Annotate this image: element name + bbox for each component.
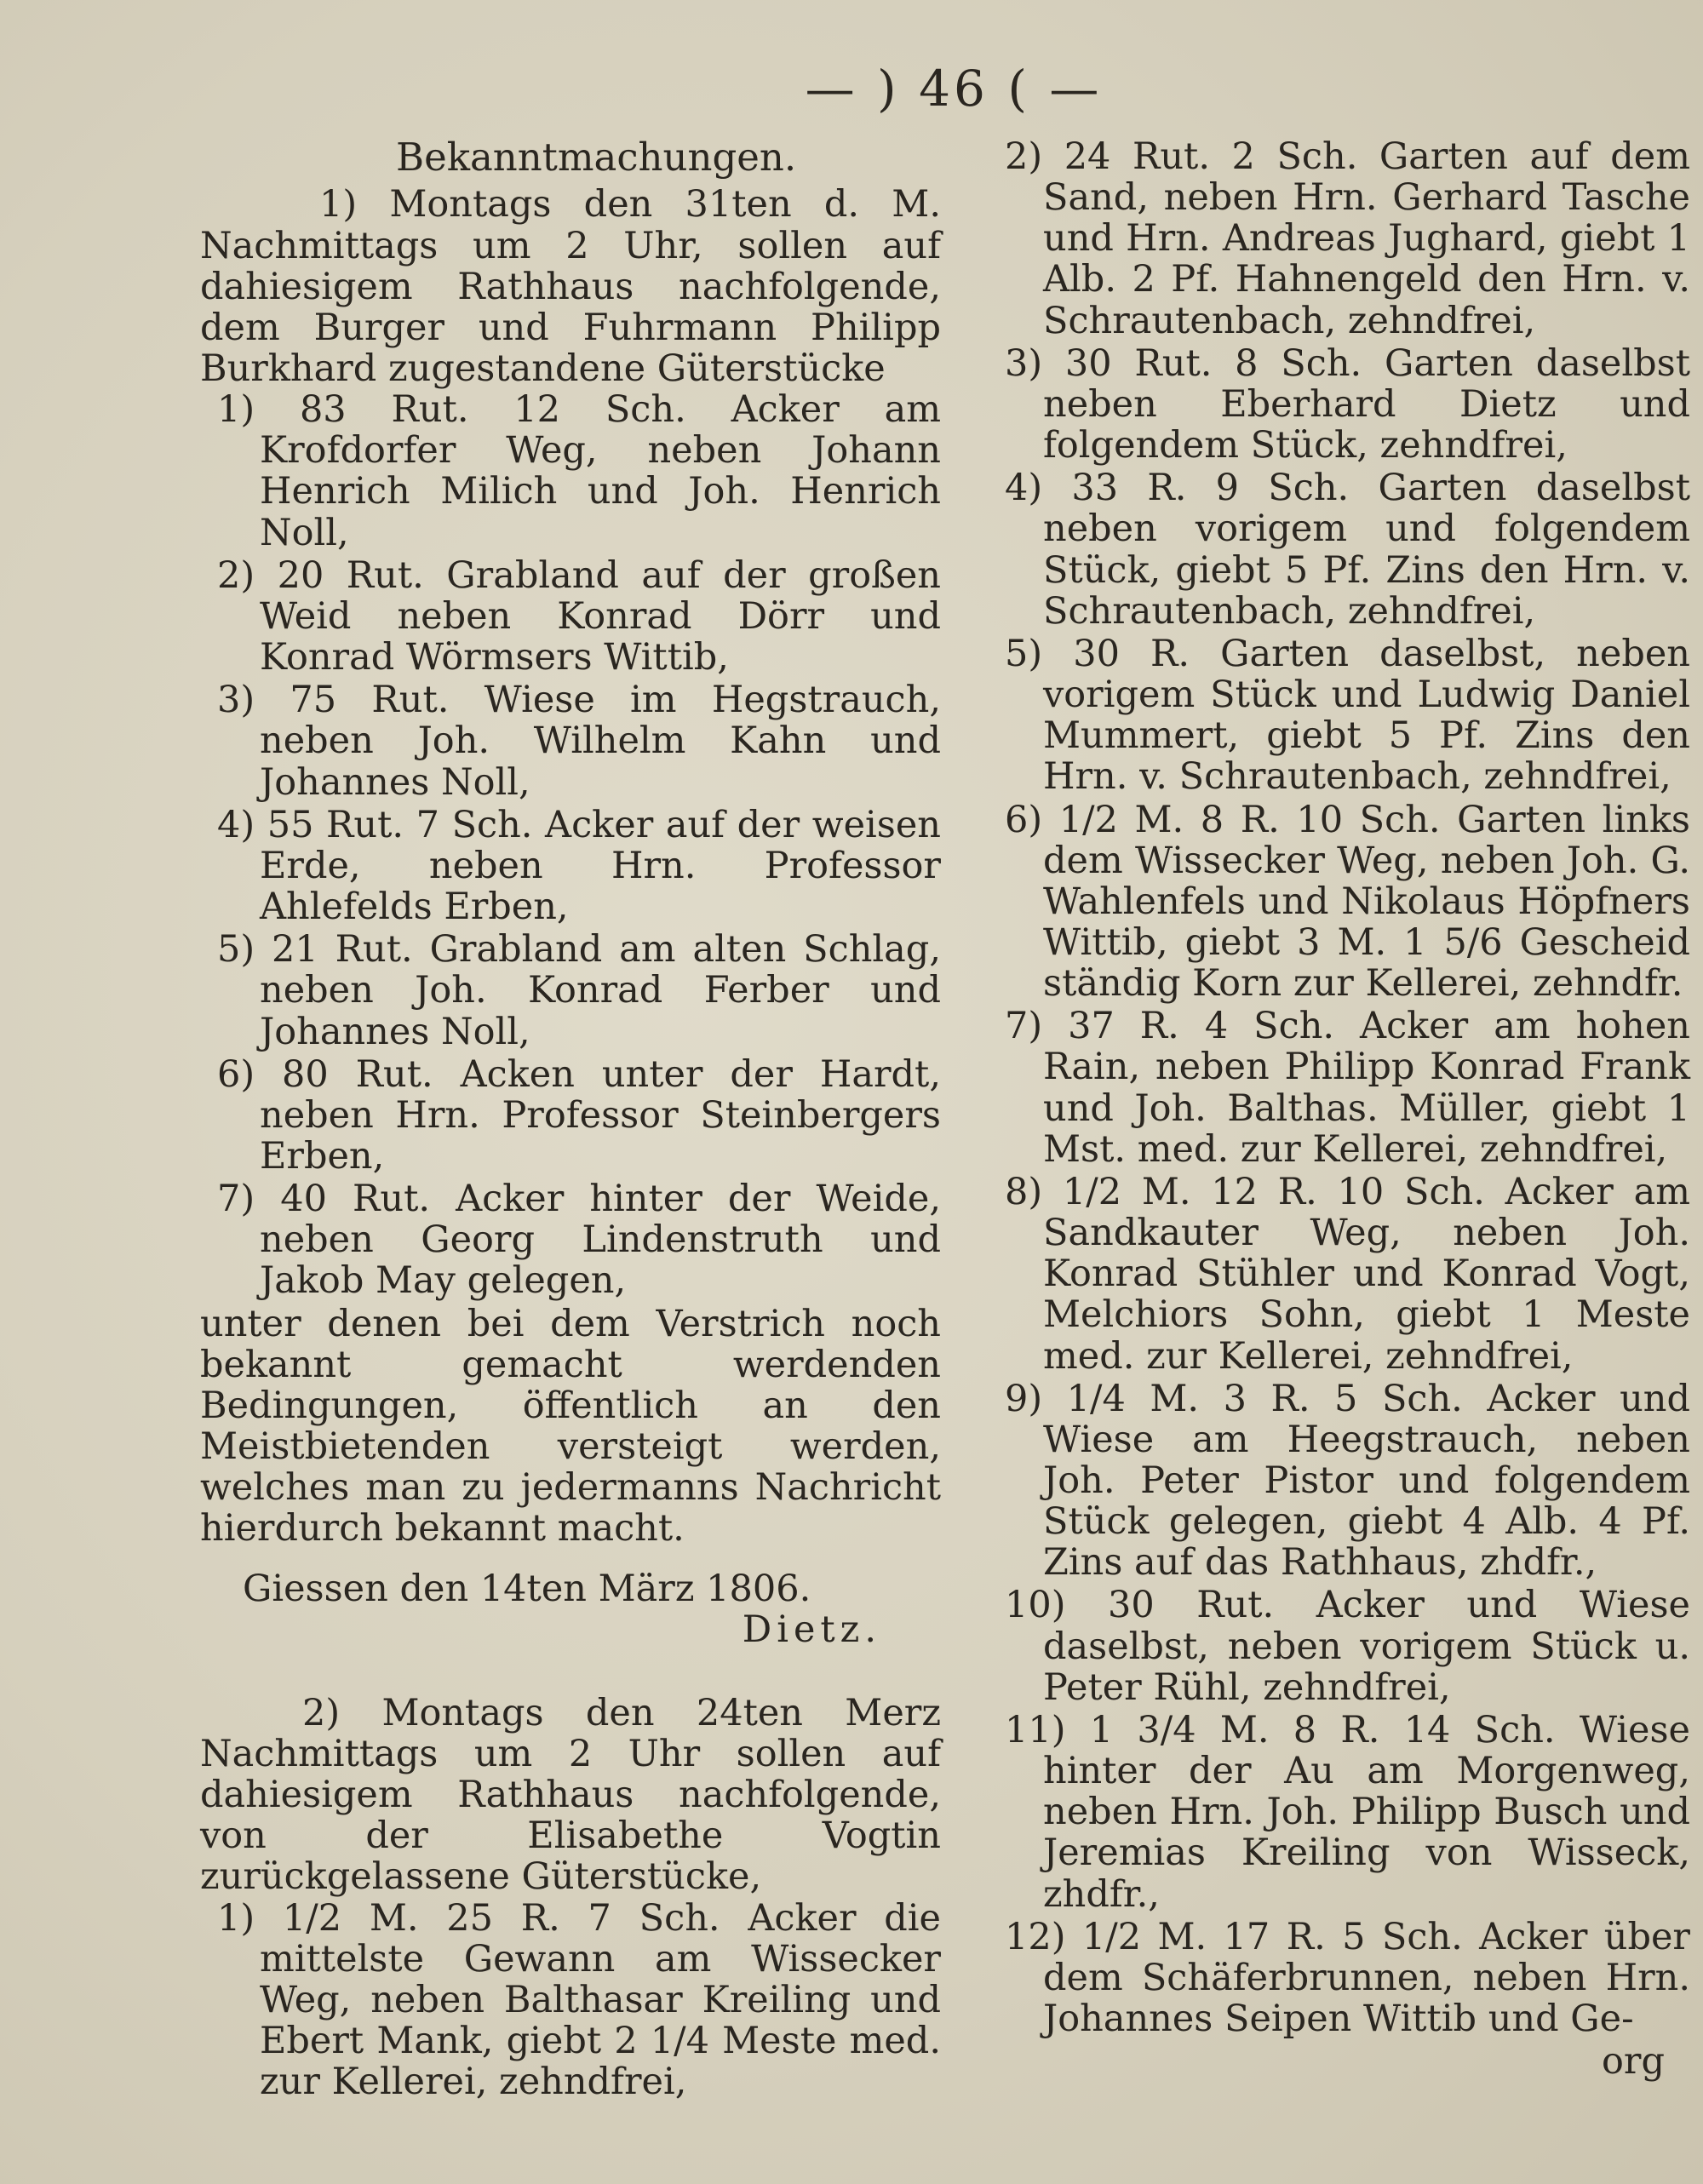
notice2-item: 4) 33 R. 9 Sch. Garten daselbst neben vorigem und folgendem Stück, giebt 5 Pf. Zins den Hrn. v. Schrautenbach, zehndfrei, [1005,467,1690,633]
notice2-item: 5) 30 R. Garten daselbst, neben vorigem Stück und Ludwig Daniel Mummert, giebt 5 Pf. Zins den Hrn. v. Schrautenbach, zehndfrei, [1005,632,1690,799]
notice2-item: 11) 1 3/4 M. 8 R. 14 Sch. Wiese hinter der Au am Morgenweg, neben Hrn. Joh. Philipp Busch und Jeremias Kreiling von Wisseck, zhdfr., [1005,1708,1690,1916]
notice2-item: 12) 1/2 M. 17 R. 5 Sch. Acker über dem Schäferbrunnen, neben Hrn. Johannes Seipen Wittib und Ge- [1005,1915,1690,2041]
notice1-item: 5) 21 Rut. Grabland am alten Schlag, neben Joh. Konrad Ferber und Johannes Noll, [217,928,941,1053]
notice2-item: 10) 30 Rut. Acker und Wiese daselbst, neben vorigem Stück u. Peter Rühl, zehndfrei, [1005,1584,1690,1709]
notice2-intro: 2) Montags den 24ten Merz Nachmittags um 2 Uhr sollen auf dahiesigem Rathhaus nachfolgende, von der Elisabethe Vogtin zurückgelassene Güterstücke, [200,1691,941,1899]
notice2-item: 7) 37 R. 4 Sch. Acker am hohen Rain, neben Philipp Konrad Frank und Joh. Balthas. Müller, giebt 1 Mst. med. zur Kellerei, zehndfrei, [1005,1005,1690,1171]
notice1-item: 6) 80 Rut. Acken unter der Hardt, neben Hrn. Professor Steinbergers Erben, [217,1052,941,1178]
notice2-item: 2) 24 Rut. 2 Sch. Garten auf dem Sand, neben Hrn. Gerhard Tasche und Hrn. Andreas Jughard, giebt 1 Alb. 2 Pf. Hahnengeld den Hrn. v. Schrautenbach, zehndfrei, [1005,135,1690,342]
notice1-signature: Dietz. [742,1608,881,1651]
notice1-closing: unter denen bei dem Verstrich noch bekannt gemacht werdenden Bedingungen, öffentlich an den Meistbietenden versteigt werden, welches man zu jedermanns Nachricht hierdurch bekannt macht. [200,1302,941,1551]
notice1-item: 3) 75 Rut. Wiese im Hegstrauch, neben Joh. Wilhelm Kahn und Johannes Noll, [217,679,941,804]
notice2-item: 8) 1/2 M. 12 R. 10 Sch. Acker am Sandkauter Weg, neben Joh. Konrad Stühler und Konrad Vogt, Melchiors Sohn, giebt 1 Meste med. zur Kellerei, zehndfrei, [1005,1170,1690,1378]
section-heading: Bekanntmachungen. [396,135,797,180]
notice1-item: 4) 55 Rut. 7 Sch. Acker auf der weisen Erde, neben Hrn. Professor Ahlefelds Erben, [217,803,941,929]
notice1-intro: 1) Montags den 31ten d. M. Nachmittags um 2 Uhr, sollen auf dahiesigem Rathhaus nachfolgende, dem Burger und Fuhrmann Philipp Burkhard zugestandene Güterstücke [200,183,941,391]
notice2-item: 6) 1/2 M. 8 R. 10 Sch. Garten links dem Wissecker Weg, neben Joh. G. Wahlenfels und Nikolaus Höpfners Wittib, giebt 3 M. 1 5/6 Gescheid ständig Korn zur Kellerei, zehndfr. [1005,798,1690,1006]
left-column [200,136,941,2104]
notice1-item: 1) 83 Rut. 12 Sch. Acker am Krofdorfer Weg, neben Johann Henrich Milich und Joh. Henrich Noll, [217,388,941,554]
notice2-item: 1) 1/2 M. 25 R. 7 Sch. Acker die mittelste Gewann am Wissecker Weg, neben Balthasar Kreiling und Ebert Mank, giebt 2 1/4 Meste med. zur Kellerei, zehndfrei, [217,1896,941,2104]
notice2-item: 3) 30 Rut. 8 Sch. Garten daselbst neben Eberhard Dietz und folgendem Stück, zehndfrei, [1005,341,1690,467]
catchword: org [1602,2040,1665,2084]
notice1-item: 7) 40 Rut. Acker hinter der Weide, neben Georg Lindenstruth und Jakob May gelegen, [217,1178,941,1303]
page-number: — ) 46 ( — [805,60,1103,118]
notice2-item: 9) 1/4 M. 3 R. 5 Sch. Acker und Wiese am Heegstrauch, neben Joh. Peter Pistor und folgendem Stück gelegen, giebt 4 Alb. 4 Pf. Zins auf das Rathhaus, zhdfr., [1005,1377,1690,1585]
right-column [996,136,1690,2082]
notice1-item: 2) 20 Rut. Grabland auf der großen Weid neben Konrad Dörr und Konrad Wörmsers Wittib, [217,553,941,679]
notice1-date: Giessen den 14ten März 1806. [243,1567,811,1610]
